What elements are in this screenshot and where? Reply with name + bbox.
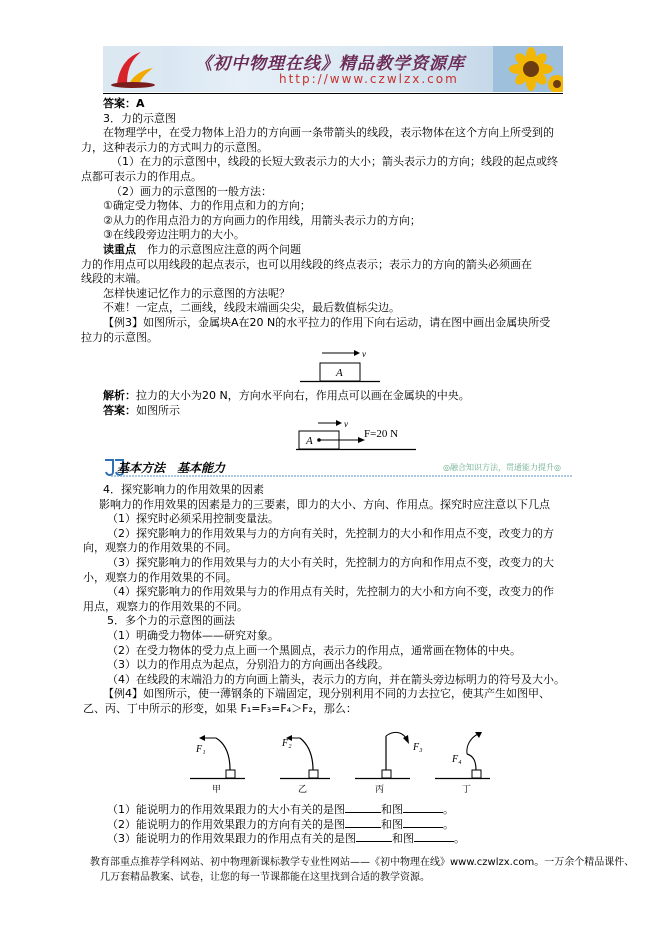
analysis-text: 拉力的大小为20 N，方向水平向右，作用点可以画在金属块的中央。: [136, 389, 470, 402]
text-line: [103, 97, 145, 111]
question-line: [107, 802, 454, 817]
figure-force-answer: [296, 418, 416, 454]
header-banner: [103, 46, 563, 92]
force-label-f2: F₂: [282, 738, 292, 749]
text-line: ①确定受力物体、力的作用点和力的方向；: [103, 199, 311, 213]
velocity-label: v: [362, 349, 366, 359]
question-mid: 和图: [392, 832, 414, 846]
sunflower-icon: [493, 46, 563, 92]
section-tagline: ◎融合知识方法，贯通能力提升◎: [443, 463, 561, 472]
strip-bing: [355, 732, 423, 794]
velocity-label: v: [344, 419, 348, 429]
text-line: 不难！一定点，二画线，线段末端画尖尖，最后数值标尖边。: [103, 301, 400, 315]
force-label-f3: F₃: [413, 742, 423, 753]
bold-prefix: 读重点: [103, 243, 136, 256]
force-label-f1: F₁: [196, 744, 206, 755]
text-line: 乙、丙、丁中所示的形变，如果 F₁=F₃=F₄＞F₂，那么：: [83, 702, 357, 715]
text-line: 【例3】如图所示，金属块A在20 N的水平拉力的作用下向右运动，请在图中画出金属块所受: [103, 316, 551, 329]
text-line: （2）画力的示意图的一般方法：: [111, 184, 272, 198]
label-bing: 丙: [375, 785, 385, 794]
line-rest: 作力的示意图应注意的两个问题: [136, 243, 301, 256]
text-line: 在物理学中，在受力物体上沿力的方向画一条带箭头的线段，表示物体在这个方向上所受到的: [103, 126, 554, 140]
bold-text: 答案：A: [103, 97, 145, 110]
text-line: 点都可表示力的作用点。: [81, 170, 202, 183]
text-line: （4）探究影响力的作用效果与力的作用点有关时，先控制力的大小和方向不变，改变力的作: [107, 585, 554, 599]
figure-steel-strips: [170, 726, 520, 794]
answer-blank[interactable]: [414, 831, 454, 842]
text-line: 5．多个力的示意图的画法: [107, 614, 235, 628]
label-ding: 丁: [462, 785, 472, 794]
text-line: （1）在力的示意图中，线段的长短大致表示力的大小；箭头表示力的方向；线段的起点或终: [111, 155, 558, 169]
question-line: [107, 817, 454, 832]
answer-text: 如图所示: [136, 404, 180, 417]
header-rule: [103, 93, 563, 94]
block-label: A: [336, 367, 343, 379]
question-end: 。: [443, 803, 454, 816]
strip-yi: [280, 735, 330, 794]
answer-blank[interactable]: [403, 817, 443, 828]
force-label: F=20 N: [364, 428, 399, 440]
text-line: （3）以力的作用点为起点，分别沿力的方向画出各线段。: [107, 658, 389, 672]
text-line: 【例4】如图所示，使一薄钢条的下端固定，现分别利用不同的力去拉它，使其产生如图甲、: [103, 687, 550, 701]
footer-line-2: 几万套精品教案、试卷，让您的每一节课都能在这里找到合适的教学资源。: [100, 872, 430, 883]
section-title: 基本方法 基本能力: [117, 461, 226, 475]
force-label-f4: F₄: [452, 754, 462, 765]
site-logo-icon: [103, 46, 163, 92]
figure-block-velocity: [300, 348, 380, 386]
label-jia: 甲: [212, 785, 222, 794]
strip-jia: [190, 735, 245, 794]
label-yi: 乙: [298, 785, 308, 794]
strip-ding: [435, 732, 490, 794]
block-label: A: [306, 435, 313, 447]
text-line: （2）在受力物体的受力点上画一个黑圆点，表示力的作用点，通常画在物体的中央。: [107, 643, 521, 657]
question-end: 。: [443, 817, 454, 831]
answer-line: [103, 404, 180, 418]
question-text: （3）能说明力的作用效果跟力的作用点有关的是图: [107, 832, 356, 846]
text-line: 4．探究影响力的作用效果的因素: [103, 483, 264, 496]
answer-blank[interactable]: [356, 831, 392, 842]
text-line: （1）明确受力物体——研究对象。: [107, 629, 279, 642]
text-line: 怎样快速记忆作力的示意图的方法呢？: [103, 286, 290, 300]
question-text: （1）能说明力的作用效果跟力的大小有关的是图: [107, 803, 345, 816]
text-line: 拉力的示意图。: [81, 330, 158, 344]
question-line: [107, 831, 465, 846]
question-end: 。: [454, 832, 465, 846]
text-line: （3）探究影响力的作用效果与力的大小有关时，先控制力的方向和作用点不变，改变力的大: [107, 556, 554, 569]
text-line: ③在线段旁边注明力的大小。: [103, 228, 245, 242]
text-line: 力，这种表示力的方式叫力的示意图。: [81, 140, 268, 154]
footer-line-1: 教育部重点推荐学科网站、初中物理新课标教学专业性网站——《初中物理在线》www.czwlzx.com。一万余个精品课件、: [90, 857, 635, 868]
text-line: 力的作用点可以用线段的起点表示，也可以用线段的终点表示；表示力的方向的箭头必须画在: [81, 257, 532, 271]
analysis-label: 解析：: [103, 389, 136, 402]
header-url[interactable]: http://www.czwlzx.com: [279, 72, 459, 86]
answer-blank[interactable]: [345, 802, 381, 813]
text-line: ②从力的作用点沿力的方向画力的作用线，用箭头表示力的方向；: [103, 213, 421, 227]
text-line: 用点，观察力的作用效果的不同。: [83, 599, 248, 613]
text-line: （1）探究时必须采用控制变量法。: [107, 512, 279, 526]
question-text: （2）能说明力的作用效果跟力的方向有关的是图: [107, 817, 345, 831]
question-mid: 和图: [381, 803, 403, 816]
answer-label: 答案：: [103, 404, 136, 417]
text-line: 3．力的示意图: [103, 111, 176, 125]
header-title: 《初中物理在线》精品教学资源库: [195, 54, 465, 74]
section-header: [103, 458, 573, 478]
analysis-line: [103, 389, 470, 403]
text-line: 影响力的作用效果的因素是力的三要素，即力的大小、方向、作用点。探究时应注意以下几点: [99, 497, 550, 511]
text-line: 小，观察力的作用效果的不同。: [83, 570, 237, 584]
answer-blank[interactable]: [403, 802, 443, 813]
answer-blank[interactable]: [345, 817, 381, 828]
text-line: （2）探究影响力的作用效果与力的方向有关时，先控制力的大小和作用点不变，改变力的方: [107, 526, 554, 540]
text-line: （4）在线段的末端沿力的方向画上箭头，表示力的方向，并在箭头旁边标明力的符号及大小。: [107, 672, 565, 686]
text-line: [103, 243, 301, 257]
question-mid: 和图: [381, 817, 403, 831]
text-line: 线段的末端。: [81, 272, 147, 286]
text-line: 向，观察力的作用效果的不同。: [83, 541, 237, 555]
